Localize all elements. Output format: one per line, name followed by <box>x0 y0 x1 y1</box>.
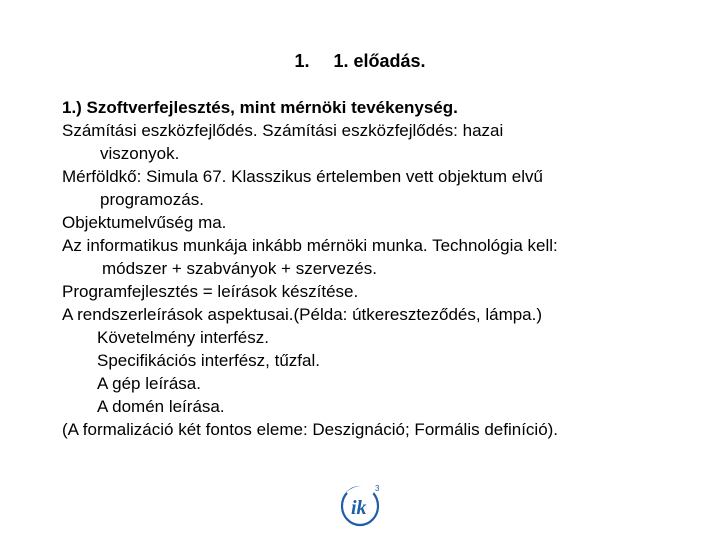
body-line-continuation: programozás. <box>100 190 204 209</box>
sub-item: A gép leírása. <box>97 374 201 393</box>
body-line: Mérföldkő: Simula 67. Klasszikus értelemben vett objektum elvű <box>62 167 543 186</box>
body-line-continuation: módszer + szabványok + szervezés. <box>102 259 377 278</box>
body-line-continuation: viszonyok. <box>100 144 180 163</box>
slide-number: 1. <box>294 51 310 71</box>
slide-body <box>62 96 702 441</box>
body-line: A rendszerleírások aspektusai.(Példa: útkereszteződés, lámpa.) <box>62 305 543 324</box>
logo-superscript: 3 <box>375 484 380 493</box>
body-line: Az informatikus munkája inkább mérnöki munka. Technológia kell: <box>62 236 558 255</box>
sub-item: Specifikációs interfész, tűzfal. <box>97 351 320 370</box>
sub-item: A domén leírása. <box>97 397 225 416</box>
sub-item: Követelmény interfész. <box>97 328 269 347</box>
section-heading: 1.) Szoftverfejlesztés, mint mérnöki tevékenység. <box>62 98 458 117</box>
logo-text: ik <box>351 497 367 519</box>
body-line: Programfejlesztés = leírások készítése. <box>62 282 359 301</box>
ik-logo-icon <box>338 482 384 528</box>
body-line: (A formalizáció két fontos eleme: Deszignáció; Formális definíció). <box>62 420 559 439</box>
slide-title-text: 1. előadás. <box>333 51 426 71</box>
body-line: Számítási eszközfejlődés. Számítási eszközfejlődés: hazai <box>62 121 504 140</box>
slide-title <box>0 50 720 72</box>
body-line: Objektumelvűség ma. <box>62 213 227 232</box>
